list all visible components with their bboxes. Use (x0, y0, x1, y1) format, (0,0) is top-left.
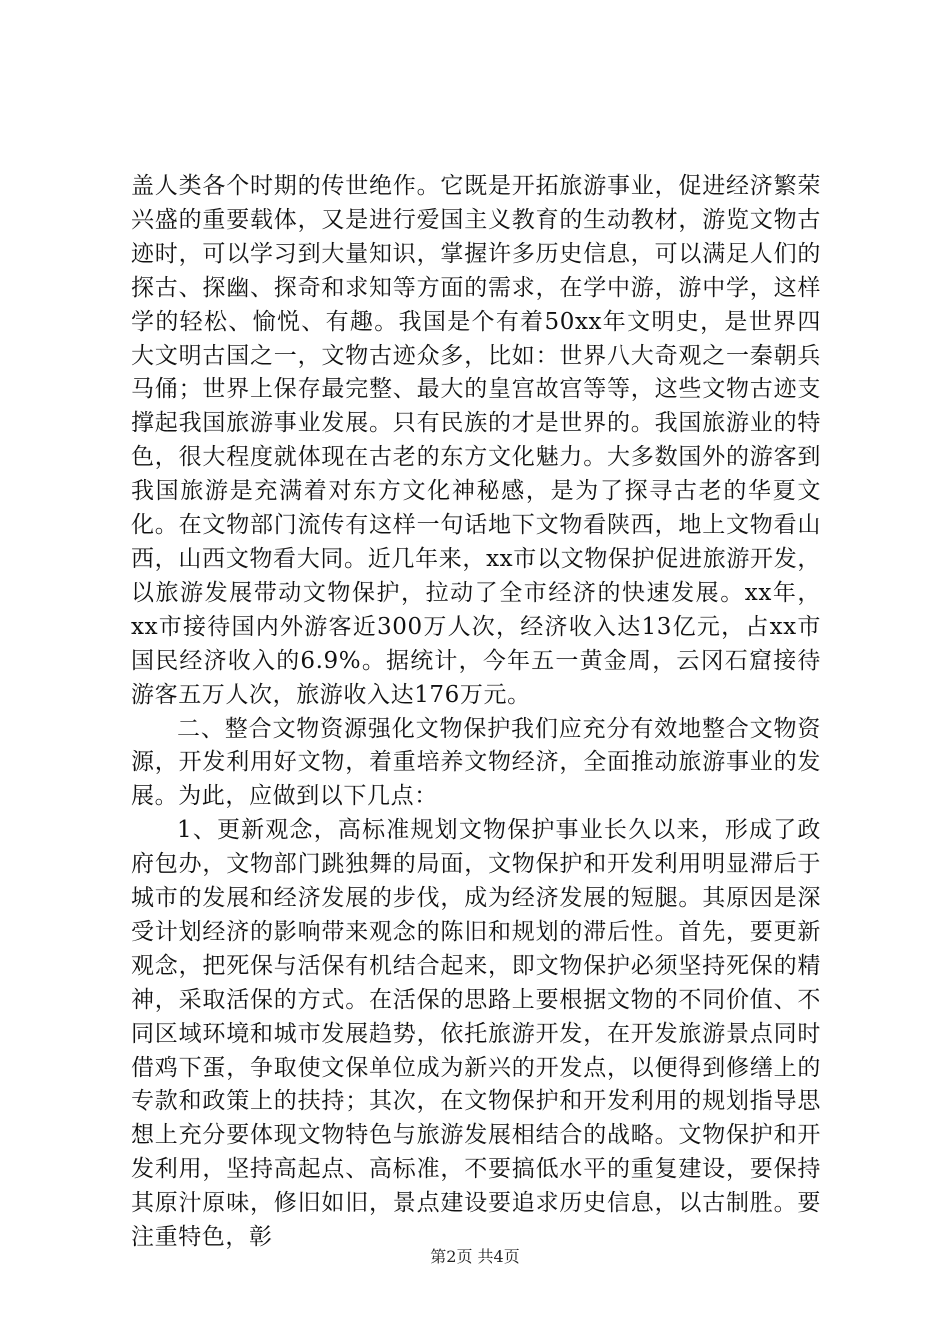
body-paragraph: 二、整合文物资源强化文物保护我们应充分有效地整合文物资源，开发利用好文物，着重培养文物经济，全面推动旅游事业的发展。为此，应做到以下几点： (131, 715, 821, 810)
page-footer: 第2页 共4页 (430, 1247, 520, 1266)
body-paragraph: 1、更新观念，高标准规划文物保护事业长久以来，形成了政府包办，文物部门跳独舞的局面，文物保护和开发利用明显滞后于城市的发展和经济发展的步伐，成为经济发展的短腿。其原因是深受计划经济的影响带来观念的陈旧和规划的滞后性。首先，要更新观念，把死保与活保有机结合起来，即文物保护必须坚持死保的精神，采取活保的方式。在活保的思路上要根据文物的不同价值、不同区域环境和城市发展趋势，依托旅游开发，在开发旅游景点同时借鸡下蛋，争取使文保单位成为新兴的开发点，以便得到修缮上的专款和政策上的扶持；其次，在文物保护和开发利用的规划指导思想上充分要体现文物特色与旅游发展相结合的战略。文物保护和开发利用，坚持高起点、高标准，不要搞低水平的重复建设，要保持其原汁原味，修旧如旧，景点建设要追求历史信息，以古制胜。要注重特色，彰 (131, 817, 821, 1251)
body-paragraph: 盖人类各个时期的传世绝作。它既是开拓旅游事业，促进经济繁荣兴盛的重要载体，又是进行爱国主义教育的生动教材，游览文物古迹时，可以学习到大量知识，掌握许多历史信息，可以满足人们的探古、探幽、探奇和求知等方面的需求，在学中游，游中学，这样学的轻松、愉悦、有趣。我国是个有着50xx年文明史，是世界四大文明古国之一，文物古迹众多，比如：世界八大奇观之一秦朝兵马俑；世界上保存最完整、最大的皇宫故宫等等，这些文物古迹支撑起我国旅游事业发展。只有民族的才是世界的。我国旅游业的特色，很大程度就体现在古老的东方文化魅力。大多数国外的游客到我国旅游是充满着对东方文化神秘感，是为了探寻古老的华夏文化。在文物部门流传有这样一句话地下文物看陕西，地上文物看山西，山西文物看大同。近几年来，xx市以文物保护促进旅游开发，以旅游发展带动文物保护，拉动了全市经济的快速发展。xx年，xx市接待国内外游客近300万人次，经济收入达13亿元，占xx市国民经济收入的6.9%。据统计，今年五一黄金周，云冈石窟接待游客五万人次，旅游收入达176万元。 (131, 173, 821, 708)
document-body (131, 170, 821, 1255)
